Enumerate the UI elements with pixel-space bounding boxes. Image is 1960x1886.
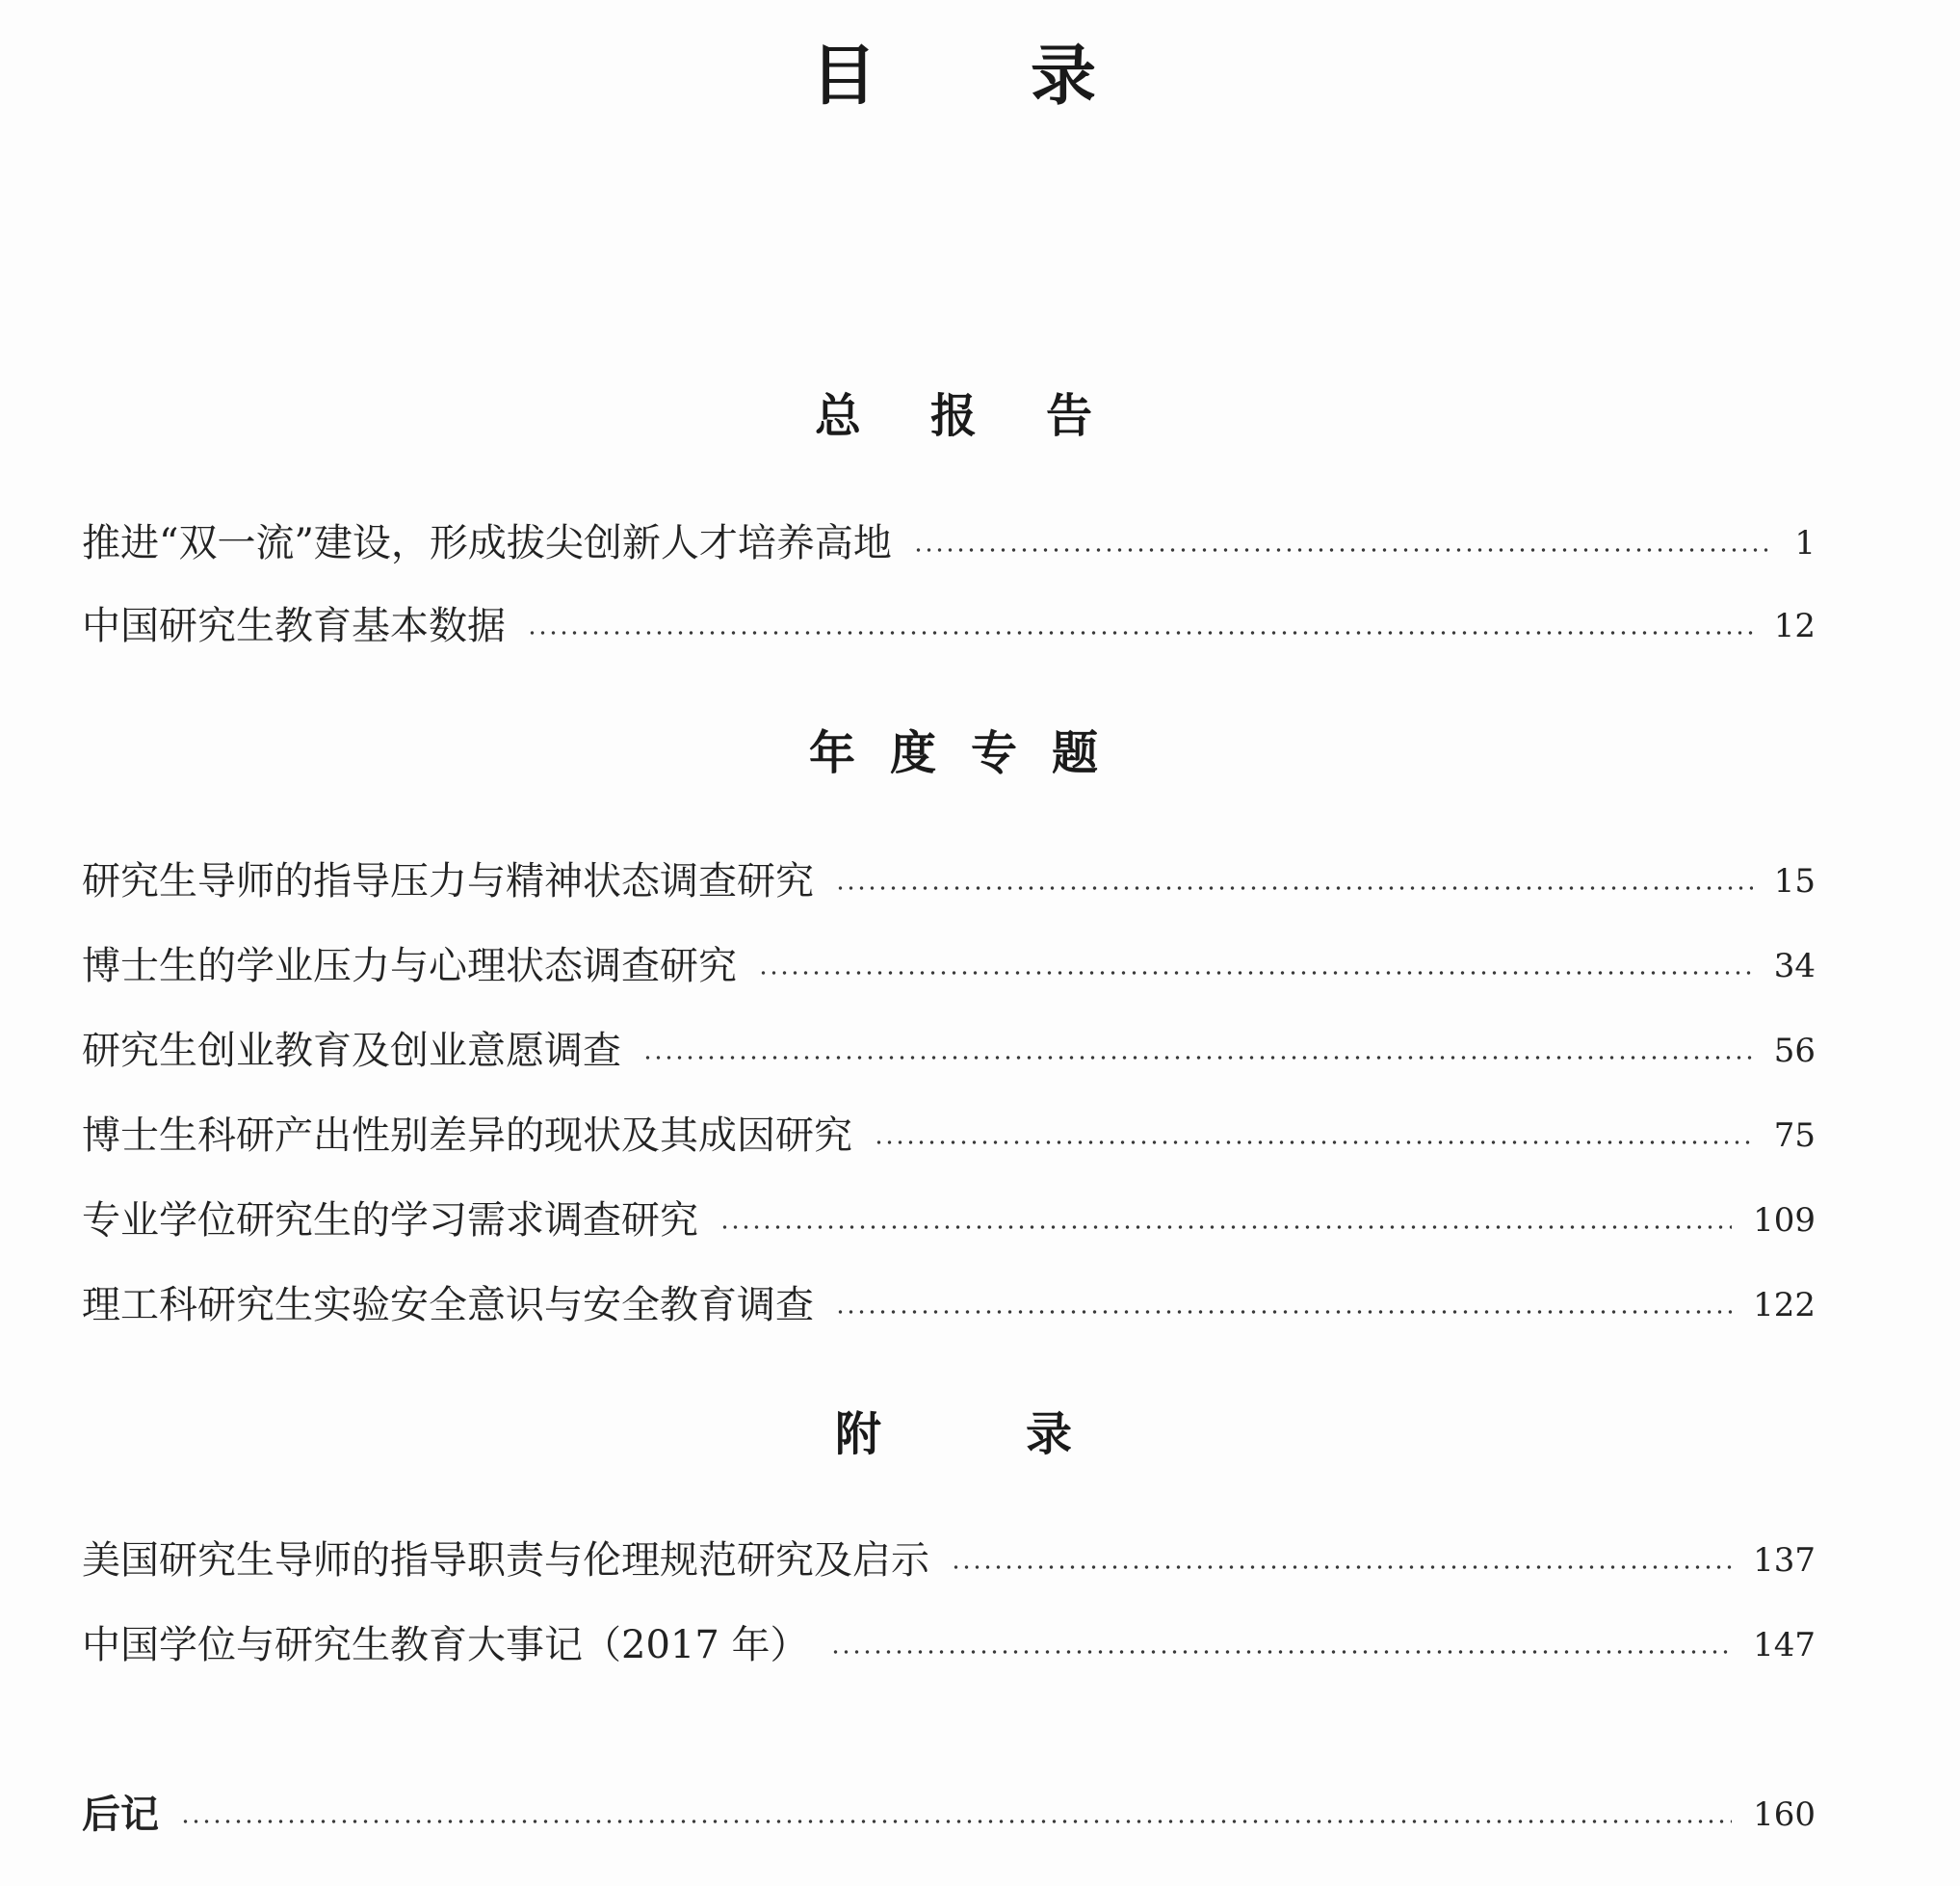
entry-title: 专业学位研究生的学习需求调查研究 xyxy=(82,1198,698,1243)
section-heading-annual-topics: 年度专题 xyxy=(808,726,1133,780)
entry-page-number: 147 xyxy=(1753,1626,1816,1664)
toc-entry[interactable] xyxy=(82,939,1816,993)
dot-leader xyxy=(951,1565,1732,1569)
entry-title: 理工科研究生实验安全意识与安全教育调查 xyxy=(82,1283,814,1327)
dot-leader xyxy=(874,1140,1753,1144)
entry-page-number: 56 xyxy=(1773,1032,1816,1070)
toc-entry[interactable] xyxy=(82,1109,1816,1163)
entry-title: 研究生导师的指导压力与精神状态调查研究 xyxy=(82,859,814,904)
page-title: 目录 xyxy=(810,38,1250,115)
dot-leader xyxy=(758,971,1753,975)
entry-title: 后记 xyxy=(82,1792,159,1837)
toc-entry[interactable] xyxy=(82,1193,1816,1247)
entry-page-number: 1 xyxy=(1794,524,1816,563)
toc-entry[interactable] xyxy=(82,516,1816,570)
toc-entry[interactable] xyxy=(82,1024,1816,1078)
toc-entry[interactable] xyxy=(82,599,1816,653)
dot-leader xyxy=(642,1056,1753,1060)
entry-title: 推进“双一流”建设，形成拔尖创新人才培养高地 xyxy=(82,521,892,565)
toc-entry[interactable] xyxy=(82,854,1816,908)
entry-page-number: 15 xyxy=(1773,862,1816,901)
entry-title: 中国学位与研究生教育大事记（2017 年） xyxy=(82,1623,809,1667)
entry-page-number: 109 xyxy=(1753,1201,1816,1240)
entry-page-number: 137 xyxy=(1753,1541,1816,1580)
toc-entry[interactable] xyxy=(82,1533,1816,1587)
toc-entry-afterword[interactable] xyxy=(82,1788,1816,1842)
dot-leader xyxy=(830,1650,1733,1654)
dot-leader xyxy=(913,548,1773,552)
dot-leader xyxy=(719,1225,1732,1229)
entry-title: 美国研究生导师的指导职责与伦理规范研究及启示 xyxy=(82,1538,929,1583)
dot-leader xyxy=(835,886,1753,890)
entry-page-number: 12 xyxy=(1773,607,1816,645)
entry-page-number: 160 xyxy=(1753,1795,1816,1834)
dot-leader xyxy=(527,631,1753,635)
section-heading-general-report: 总报告 xyxy=(814,389,1162,443)
entry-title: 中国研究生教育基本数据 xyxy=(82,604,506,648)
entry-title: 博士生科研产出性别差异的现状及其成因研究 xyxy=(82,1113,852,1158)
toc-entry[interactable] xyxy=(82,1618,1816,1672)
entry-title: 博士生的学业压力与心理状态调查研究 xyxy=(82,944,737,988)
entry-title: 研究生创业教育及创业意愿调查 xyxy=(82,1029,621,1073)
entry-page-number: 122 xyxy=(1753,1286,1816,1324)
entry-page-number: 75 xyxy=(1773,1116,1816,1155)
dot-leader xyxy=(835,1310,1732,1314)
dot-leader xyxy=(180,1820,1732,1823)
toc-entry[interactable] xyxy=(82,1278,1816,1332)
entry-page-number: 34 xyxy=(1773,947,1816,985)
section-heading-appendix: 附录 xyxy=(834,1407,1216,1461)
